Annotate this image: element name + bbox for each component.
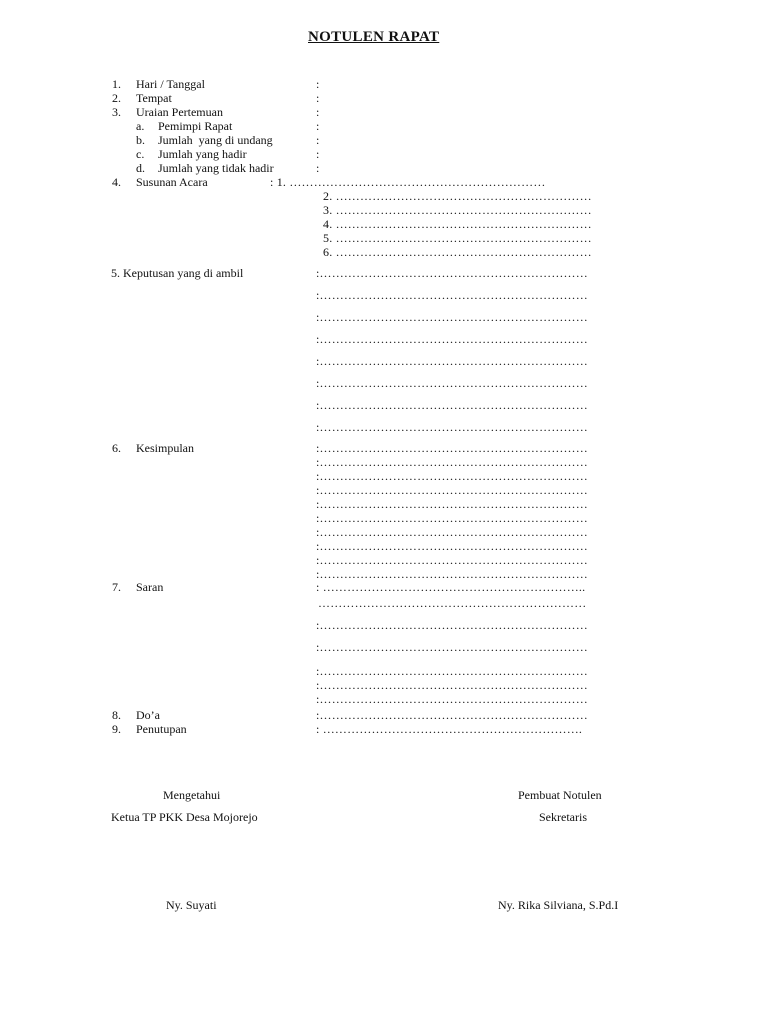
item-label-uraian-pertemuan: Uraian Pertemuan [136,105,223,119]
item-colon: : [316,105,320,119]
item-number: 1. [112,77,121,91]
signature-right-role: Sekretaris [539,810,587,824]
subitem-letter: d. [136,161,145,175]
saran-line: :………………………………………………………… [316,678,588,692]
keputusan-line: :………………………………………………………… [316,398,588,412]
penutupan-line: : ………………………………………………………. [316,722,583,736]
subitem-colon: : [316,119,320,133]
item-label-saran: Saran [136,580,164,594]
saran-line: :………………………………………………………… [316,664,588,678]
item-label-tempat: Tempat [136,91,172,105]
keputusan-line: :………………………………………………………… [316,354,588,368]
subitem-letter: b. [136,133,145,147]
item-number: 8. [112,708,121,722]
subitem-colon: : [316,147,320,161]
subitem-label-pemimpin: Pemimpi Rapat [158,119,233,133]
keputusan-line: :………………………………………………………… [316,332,588,346]
kesimpulan-line: :………………………………………………………… [316,497,588,511]
kesimpulan-line: :………………………………………………………… [316,511,588,525]
item-label-susunan-acara: Susunan Acara [136,175,208,189]
acara-line: 2. ……………………………………………………… [323,189,592,203]
subitem-letter: c. [136,147,145,161]
subitem-label-tidak-hadir: Jumlah yang tidak hadir [158,161,274,175]
item-number: 3. [112,105,121,119]
subitem-colon: : [316,161,320,175]
signature-right-name: Ny. Rika Silviana, S.Pd.I [498,898,619,912]
item-number: 6. [112,441,121,455]
signature-left-role: Ketua TP PKK Desa Mojorejo [111,810,258,824]
item-number: 9. [112,722,121,736]
item-label-keputusan: 5. Keputusan yang di ambil [111,266,244,280]
kesimpulan-line: :………………………………………………………… [316,483,588,497]
kesimpulan-line: :………………………………………………………… [316,455,588,469]
subitem-letter: a. [136,119,145,133]
acara-line: 6. ……………………………………………………… [323,245,592,259]
kesimpulan-line: :………………………………………………………… [316,553,588,567]
keputusan-line: :………………………………………………………… [316,288,588,302]
subitem-label-diundang: Jumlah yang di undang [158,133,273,147]
saran-line: :………………………………………………………… [316,692,588,706]
page-title: NOTULEN RAPAT [308,29,440,45]
acara-line: : 1. ……………………………………………………… [270,175,546,189]
saran-line: :………………………………………………………… [316,640,588,654]
item-colon: : [316,77,320,91]
item-label-hari-tanggal: Hari / Tanggal [136,77,205,91]
acara-line: 4. ……………………………………………………… [323,217,592,231]
signature-left-name: Ny. Suyati [166,898,217,912]
saran-line: : ……………………………………………………….. [316,580,586,594]
item-label-kesimpulan: Kesimpulan [136,441,194,455]
kesimpulan-line: :………………………………………………………… [316,567,588,581]
signature-right-heading: Pembuat Notulen [518,788,602,802]
kesimpulan-line: :………………………………………………………… [316,525,588,539]
item-colon: : [316,91,320,105]
item-number: 7. [112,580,121,594]
acara-line: 5. ……………………………………………………… [323,231,592,245]
subitem-colon: : [316,133,320,147]
kesimpulan-line: :………………………………………………………… [316,469,588,483]
keputusan-line: :………………………………………………………… [316,266,588,280]
keputusan-line: :………………………………………………………… [316,376,588,390]
kesimpulan-line: :………………………………………………………… [316,441,588,455]
item-label-penutupan: Penutupan [136,722,187,736]
subitem-label-hadir: Jumlah yang hadir [158,147,247,161]
saran-line: ………………………………………………………… [318,596,587,610]
doa-line: :………………………………………………………… [316,708,588,722]
signature-left-heading: Mengetahui [163,788,221,802]
keputusan-line: :………………………………………………………… [316,310,588,324]
saran-line: :………………………………………………………… [316,618,588,632]
kesimpulan-line: :………………………………………………………… [316,539,588,553]
item-number: 4. [112,175,121,189]
item-number: 2. [112,91,121,105]
acara-line: 3. ……………………………………………………… [323,203,592,217]
item-label-doa: Do’a [136,708,160,722]
keputusan-line: :………………………………………………………… [316,420,588,434]
